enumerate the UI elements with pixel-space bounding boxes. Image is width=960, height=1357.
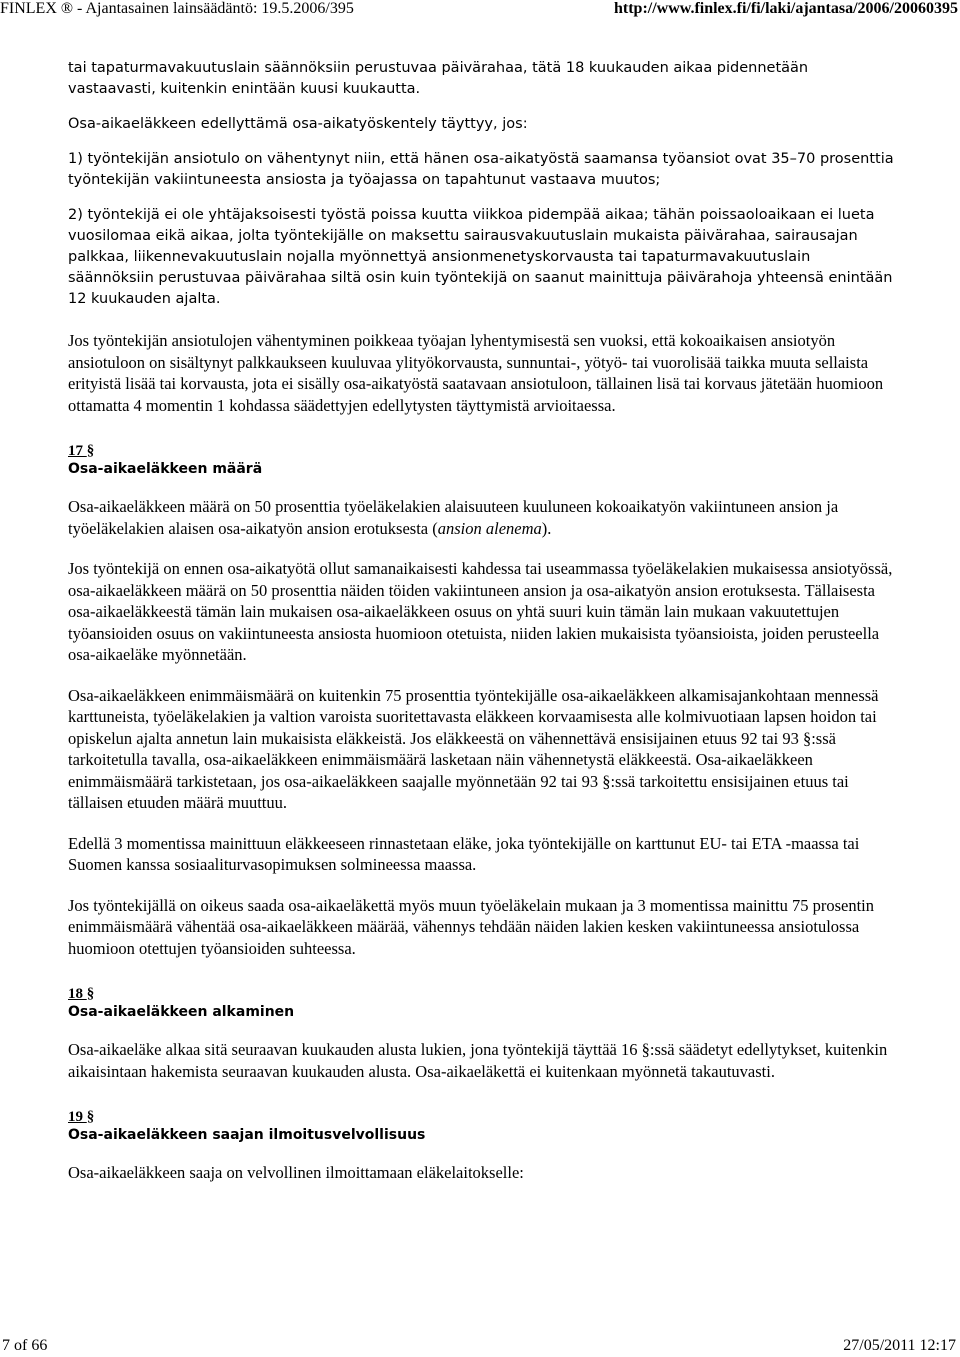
paragraph: Jos työntekijän ansiotulojen vähentyminen poikkeaa työajan lyhentymisestä sen vuoksi, että kokoaikaisen ansiotyön ansiotuloon on sisältynyt palkkaukseen kuuluvaa ylityökorvausta, sunnuntai-, yötyö- tai vuorolisää taikka muuta sellaista erityistä lisää tai korvausta, jota ei sisälly osa-aikatyöstä saatavaan ansiotuloon, tällainen lisä tai korvaus jätetään huomioon ottamatta 4 momentin 1 kohdassa säädettyjen edellytysten täyttymistä arvioitaessa.	[68, 331, 884, 415]
section-number[interactable]: 19 §	[68, 1108, 894, 1126]
section-title: Osa-aikaeläkkeen määrä	[68, 461, 263, 477]
section-title: Osa-aikaeläkkeen alkaminen	[68, 1004, 295, 1020]
section-number[interactable]: 17 §	[68, 442, 894, 460]
section-19-heading	[68, 1108, 894, 1144]
paragraph: 2) työntekijä ei ole yhtäjaksoisesti työstä poissa kuutta viikkoa pidempää aikaa; tähän poissaoloaikaan ei lueta vuosilomaa eikä aikaa, jolta työntekijälle on maksettu sairausvakuutuslain mukaista päivärahaa, sairausajan palkkaa, liikennevakuutuslain nojalla myönnettyä ansionmenetyskorvausta tai tapaturmavakuutuslain säännöksiin perustuvaa päivärahaa siltä osin kuin työntekijä on saanut mainittuja päivärahoja yhteensä enintään 12 kuukauden ajalta.	[68, 207, 893, 307]
paragraph: tai tapaturmavakuutuslain säännöksiin perustuvaa päivärahaa, tätä 18 kuukauden aikaa pidennetään vastaavasti, kuitenkin enintään kuusi kuukautta.	[68, 60, 809, 97]
paragraph: Edellä 3 momentissa mainittuun eläkkeeseen rinnastetaan eläke, joka työntekijälle on karttunut EU- tai ETA -maassa tai Suomen kanssa sosiaaliturvasopimuksen solmineessa maassa.	[68, 833, 860, 874]
header-url[interactable]: http://www.finlex.fi/fi/laki/ajantasa/2006/20060395	[613, 0, 958, 17]
section-18-heading	[68, 985, 894, 1021]
page-footer	[0, 1335, 960, 1357]
paragraph: Jos työntekijä on ennen osa-aikatyötä ollut samanaikaisesti kahdessa tai useammassa työeläkelakien mukaisessa ansiotyössä, osa-aikaeläkkeen määrä on 50 prosenttia näiden töiden vakiintuneen ansion ja osa-aikatyön ansion erotuksesta. Tällaisesta osa-aikaeläkkeestä tämän lain mukaisen osa-aikaeläkkeen osuus on yhtä suuri kuin tämän lain mukaan vakuutettujen työansioiden osuus on vakiintuneesta ansiosta huomioon otetuista, niiden lakien mukaisista työansioista, joiden perusteella osa-aikaeläke myönnetään.	[68, 559, 893, 664]
header-title: FINLEX ® - Ajantasainen lainsäädäntö: 19.5.2006/395	[0, 0, 354, 17]
section-sign-icon: §	[86, 1109, 95, 1125]
paragraph: Osa-aikaeläkkeen saaja on velvollinen ilmoittamaan eläkelaitokselle:	[68, 1163, 524, 1182]
paragraph: Osa-aikaeläkkeen edellyttämä osa-aikatyöskentely täyttyy, jos:	[68, 116, 528, 132]
section-sign-icon: §	[86, 443, 95, 459]
page-count: 7 of 66	[2, 1337, 48, 1354]
paragraph: Jos työntekijällä on oikeus saada osa-aikaeläkettä myös muun työeläkelain mukaan ja 3 momentissa mainittu 75 prosentin enimmäismäärä vähentää osa-aikaeläkkeen määrää, vähennys tehdään näiden lakien kesken vakiintuneessa ansiotulossa huomioon otettujen työansioiden suhteessa.	[68, 895, 875, 958]
paragraph: Osa-aikaeläke alkaa sitä seuraavan kuukauden alusta lukien, jona työntekijä täyttää 16 §:ssä säädetyt edellytykset, kuitenkin aikaisintaan hakemista seuraavan kuukauden alusta. Osa-aikaeläkettä ei kuitenkaan myönnetä takautuvasti.	[68, 1040, 888, 1081]
document-body	[68, 58, 894, 1203]
section-title: Osa-aikaeläkkeen saajan ilmoitusvelvollisuus	[68, 1127, 426, 1143]
page-header	[0, 0, 960, 22]
paragraph: Osa-aikaeläkkeen enimmäismäärä on kuitenkin 75 prosenttia työntekijälle osa-aikaeläkkeen alkamisajankohtaan mennessä karttuneista, työeläkelakien ja valtion varoista suoritettavasta eläkkeen korvaamisesta alle kolmivuotiaan lapsen hoidon tai opiskelun ajalta annetun lain mukaisista eläkkeistä. Jos eläkkeestä on vähennettävä ensisijainen etuus 92 tai 93 §:ssä tarkoitetulla tavalla, osa-aikaeläkkeen enimmäismäärä lasketaan näin vähennetystä eläkkeestä. Osa-aikaeläkkeen enimmäismäärä tarkistetaan, jos osa-aikaeläkkeen saajalle myönnetään 92 tai 93 §:ssä tarkoitettu ensisijainen etuus tai tällaisen etuuden määrä muuttuu.	[68, 685, 879, 812]
paragraph: Osa-aikaeläkkeen määrä on 50 prosenttia työeläkelakien alaisuuteen kuuluneen kokoaikatyön vakiintuneen ansion ja työeläkelakien alaisen osa-aikatyön ansion erotuksesta (ansion alenema).	[68, 497, 839, 538]
section-17-heading	[68, 442, 894, 478]
paragraph: 1) työntekijän ansiotulo on vähentynyt niin, että hänen osa-aikatyöstä saamansa työansiot ovat 35–70 prosenttia työntekijän vakiintuneesta ansiosta ja työajassa on tapahtunut vastaava muutos;	[68, 151, 894, 188]
section-number[interactable]: 18 §	[68, 985, 894, 1003]
print-timestamp: 27/05/2011 12:17	[843, 1337, 956, 1354]
section-sign-icon: §	[86, 986, 95, 1002]
